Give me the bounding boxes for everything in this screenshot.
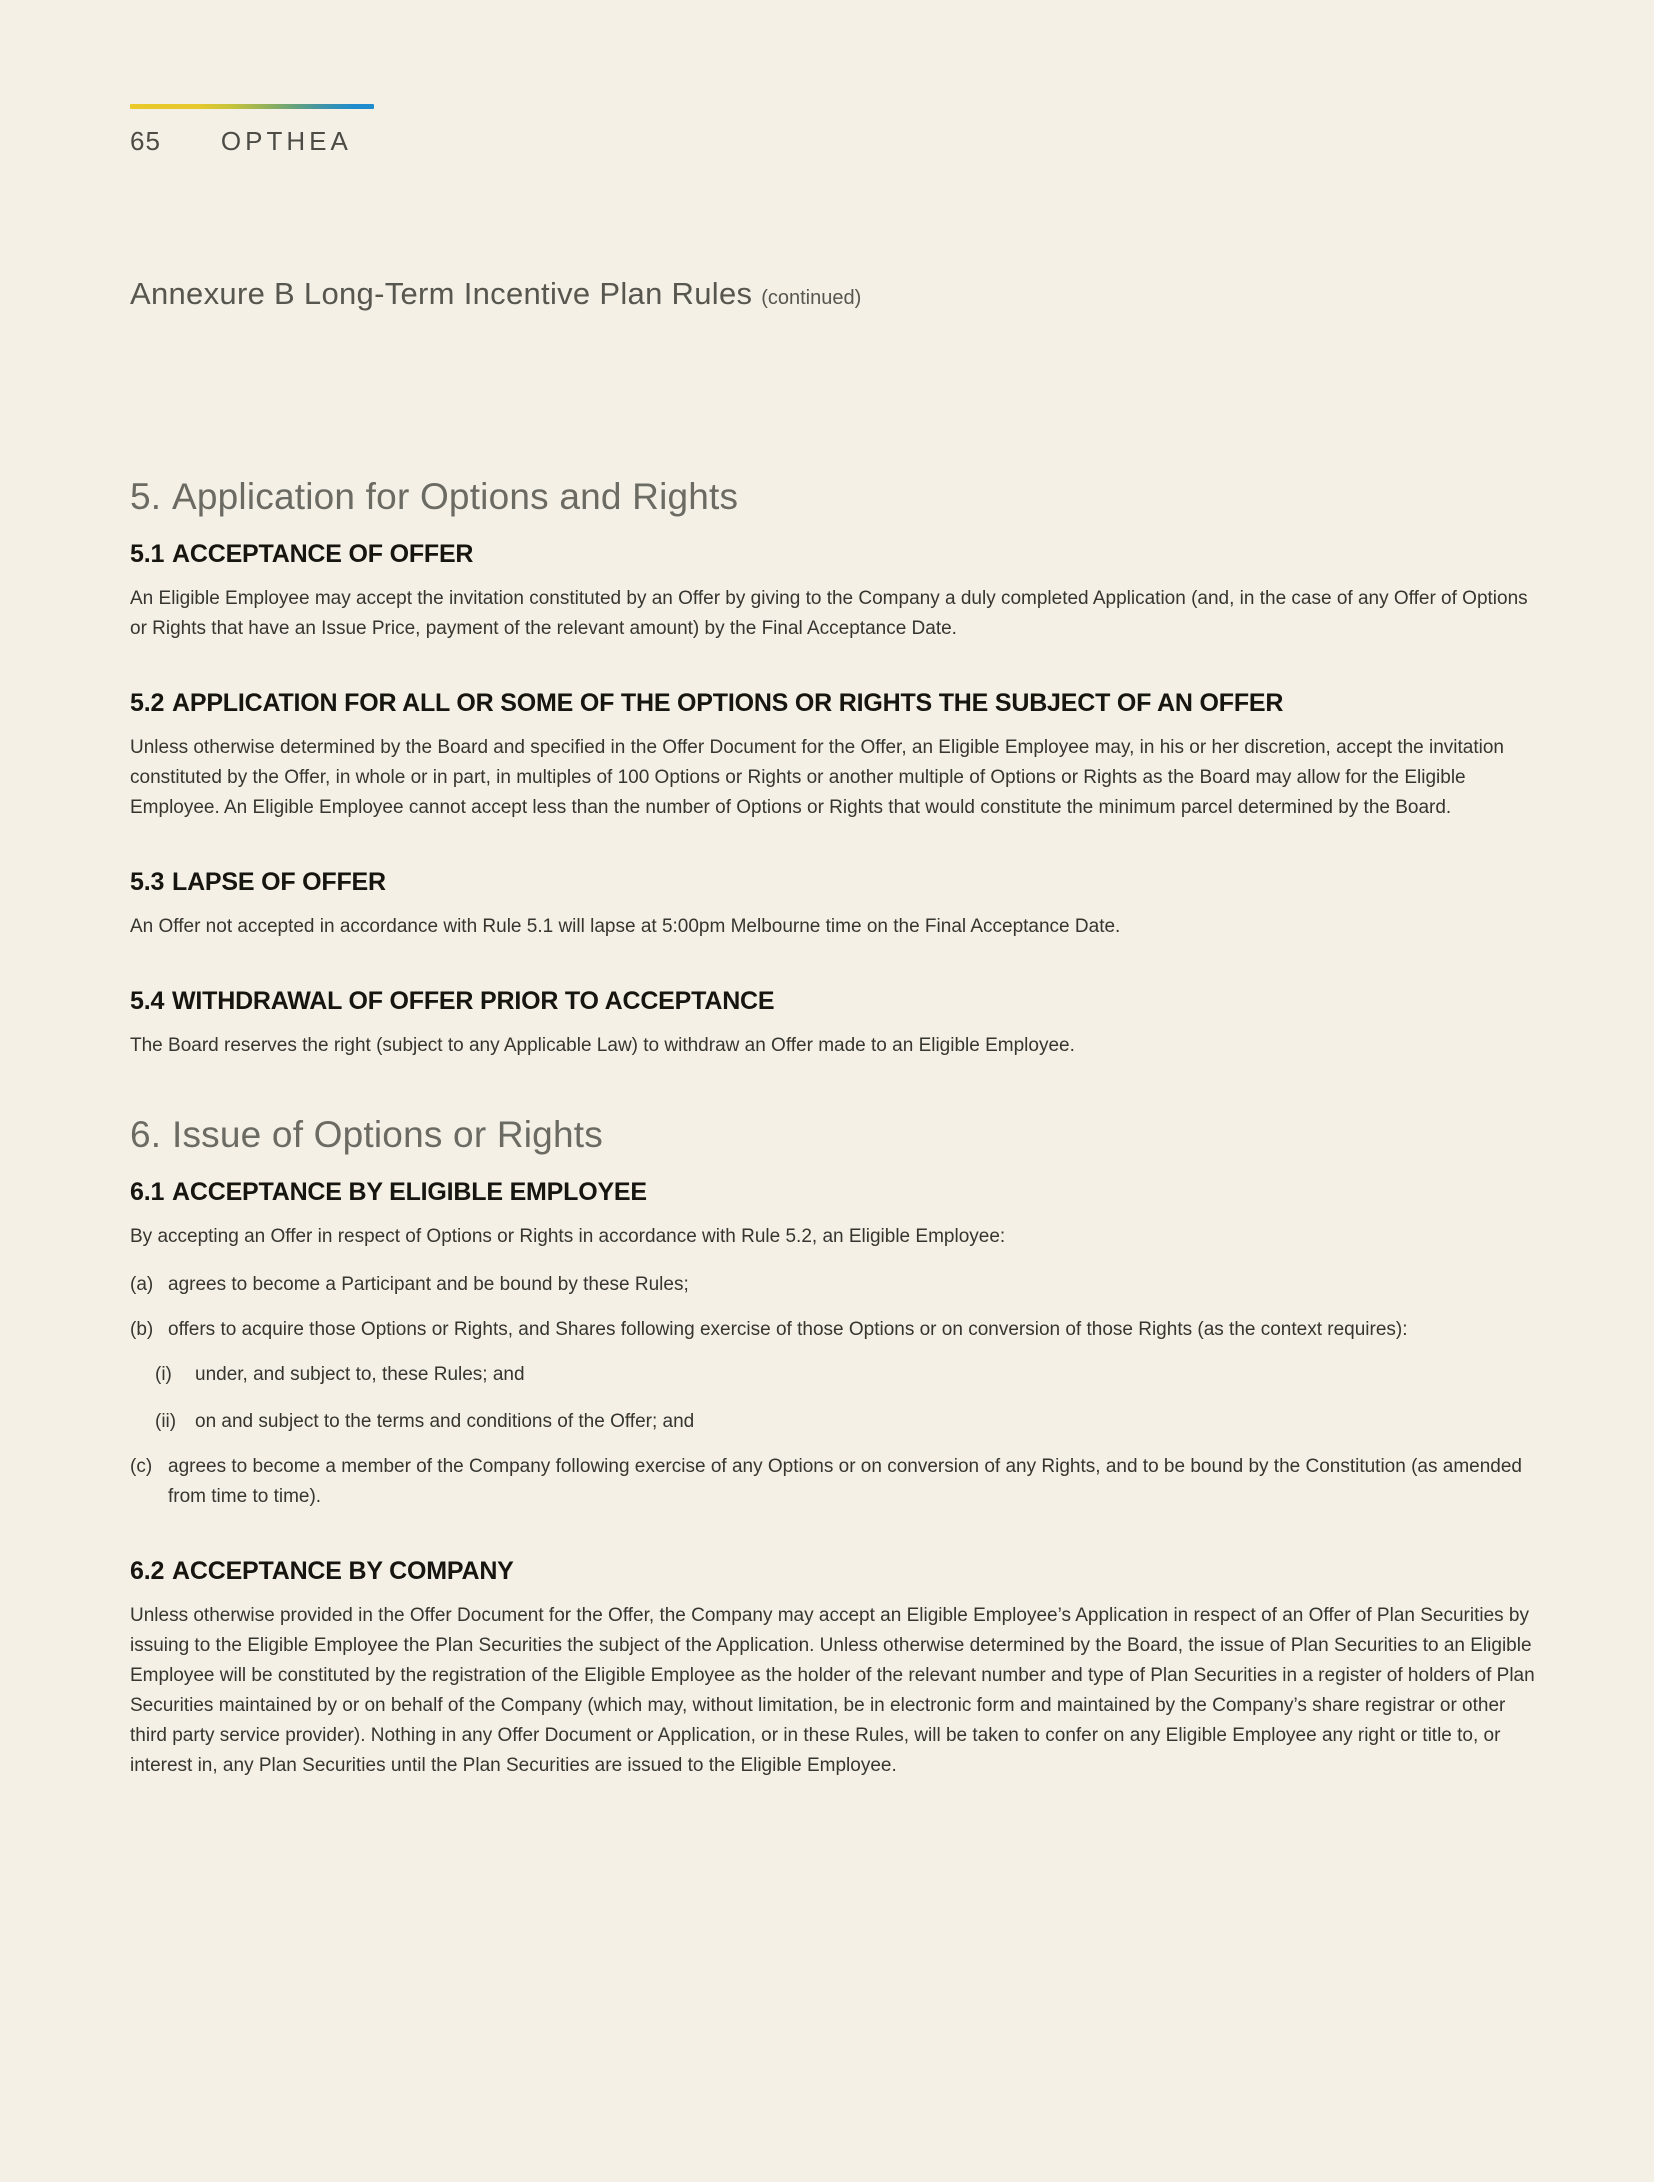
- section-number: 5.: [130, 476, 162, 517]
- subsection-number: 6.2: [130, 1557, 165, 1585]
- clause-list: [130, 1270, 1540, 1512]
- paragraph: Unless otherwise determined by the Board and specified in the Offer Document for the Offer, an Eligible Employee may, in his or her discretion, accept the invitation constituted by the Offer, in whole or in part, in multiples of 100 Options or Rights or another multiple of Options or Rights as the Board may allow for the Eligible Employee. An Eligible Employee cannot accept less than the number of Options or Rights that would constitute the minimum parcel determined by the Board.: [130, 737, 1505, 818]
- list-text: on and subject to the terms and conditions of the Offer; and: [195, 1411, 695, 1432]
- subsection-heading-5-3: [130, 867, 1540, 897]
- page-title: [130, 275, 1540, 317]
- subsection-number: 5.4: [130, 987, 165, 1015]
- subsection-title: ACCEPTANCE BY ELIGIBLE EMPLOYEE: [172, 1178, 647, 1206]
- section-title: Application for Options and Rights: [172, 476, 739, 517]
- page-number: 65: [130, 126, 161, 156]
- paragraph: An Eligible Employee may accept the invitation constituted by an Offer by giving to the Company a duly completed Application (and, in the case of any Offer of Options or Rights that have an Issue Price, payment of the relevant amount) by the Final Acceptance Date.: [130, 588, 1528, 639]
- subsection-number: 6.1: [130, 1178, 165, 1206]
- subsection-number: 5.2: [130, 689, 165, 717]
- paragraph: Unless otherwise provided in the Offer Document for the Offer, the Company may accept an Eligible Employee’s Application in respect of an Offer of Plan Securities by issuing to the Eligible Employee the Plan Securities the subject of the Application. Unless otherwise determined by the Board, the issue of Plan Securities to an Eligible Employee will be constituted by the registration of the Eligible Employee as the holder of the relevant number and type of Plan Securities in a register of holders of Plan Securities maintained by or on behalf of the Company (which may, without limitation, be in electronic form and maintained by the Company’s share registrar or other third party service provider). Nothing in any Offer Document or Application, or in these Rules, will be taken to confer on any Eligible Employee any right or title to, or interest in, any Plan Securities until the Plan Securities are issued to the Eligible Employee.: [130, 1605, 1535, 1776]
- list-text: under, and subject to, these Rules; and: [195, 1364, 525, 1385]
- paragraph: An Offer not accepted in accordance with Rule 5.1 will lapse at 5:00pm Melbourne time on the Final Acceptance Date.: [130, 916, 1121, 937]
- list-label: (b): [130, 1319, 154, 1340]
- subsection-heading-5-1: [130, 539, 1540, 569]
- brand-logo: OPTHEA: [220, 126, 352, 156]
- subsection-title: ACCEPTANCE OF OFFER: [172, 540, 474, 568]
- brand-gradient-bar: [130, 104, 374, 109]
- list-label: (c): [130, 1456, 153, 1477]
- section-heading-6: [130, 1113, 1540, 1157]
- clause-sublist: [155, 1360, 1540, 1437]
- list-item-b: [130, 1315, 1540, 1345]
- subsection-heading-6-2: [130, 1556, 1540, 1586]
- list-text: offers to acquire those Options or Rights, and Shares following exercise of those Options or on conversion of those Rights (as the context requires):: [168, 1319, 1408, 1340]
- list-item-b-i: [155, 1360, 1540, 1390]
- list-item-a: [130, 1270, 1540, 1300]
- page-title-main: Annexure B Long-Term Incentive Plan Rules: [130, 276, 753, 311]
- paragraph: By accepting an Offer in respect of Options or Rights in accordance with Rule 5.2, an Eligible Employee:: [130, 1226, 1006, 1247]
- page-header: [130, 126, 1540, 157]
- list-label: (i): [155, 1364, 172, 1385]
- subsection-title: WITHDRAWAL OF OFFER PRIOR TO ACCEPTANCE: [172, 987, 775, 1015]
- section-number: 6.: [130, 1114, 162, 1155]
- subsection-heading-6-1: [130, 1177, 1540, 1207]
- list-label: (a): [130, 1274, 154, 1295]
- page-title-suffix: (continued): [761, 287, 862, 309]
- paragraph: The Board reserves the right (subject to any Applicable Law) to withdraw an Offer made to an Eligible Employee.: [130, 1035, 1075, 1056]
- section-title: Issue of Options or Rights: [172, 1114, 603, 1155]
- subsection-title: APPLICATION FOR ALL OR SOME OF THE OPTIONS OR RIGHTS THE SUBJECT OF AN OFFER: [172, 689, 1284, 717]
- subsection-heading-5-2: [130, 688, 1540, 718]
- list-item-b-ii: [155, 1407, 1540, 1437]
- subsection-number: 5.3: [130, 868, 165, 896]
- section-heading-5: [130, 475, 1540, 519]
- list-text: agrees to become a Participant and be bound by these Rules;: [168, 1274, 689, 1295]
- subsection-title: ACCEPTANCE BY COMPANY: [172, 1557, 514, 1585]
- subsection-heading-5-4: [130, 986, 1540, 1016]
- list-label: (ii): [155, 1411, 177, 1432]
- subsection-title: LAPSE OF OFFER: [172, 868, 386, 896]
- list-item-c: [130, 1452, 1540, 1512]
- subsection-number: 5.1: [130, 540, 165, 568]
- list-text: agrees to become a member of the Company following exercise of any Options or on conversion of any Rights, and to be bound by the Constitution (as amended from time to time).: [168, 1456, 1523, 1507]
